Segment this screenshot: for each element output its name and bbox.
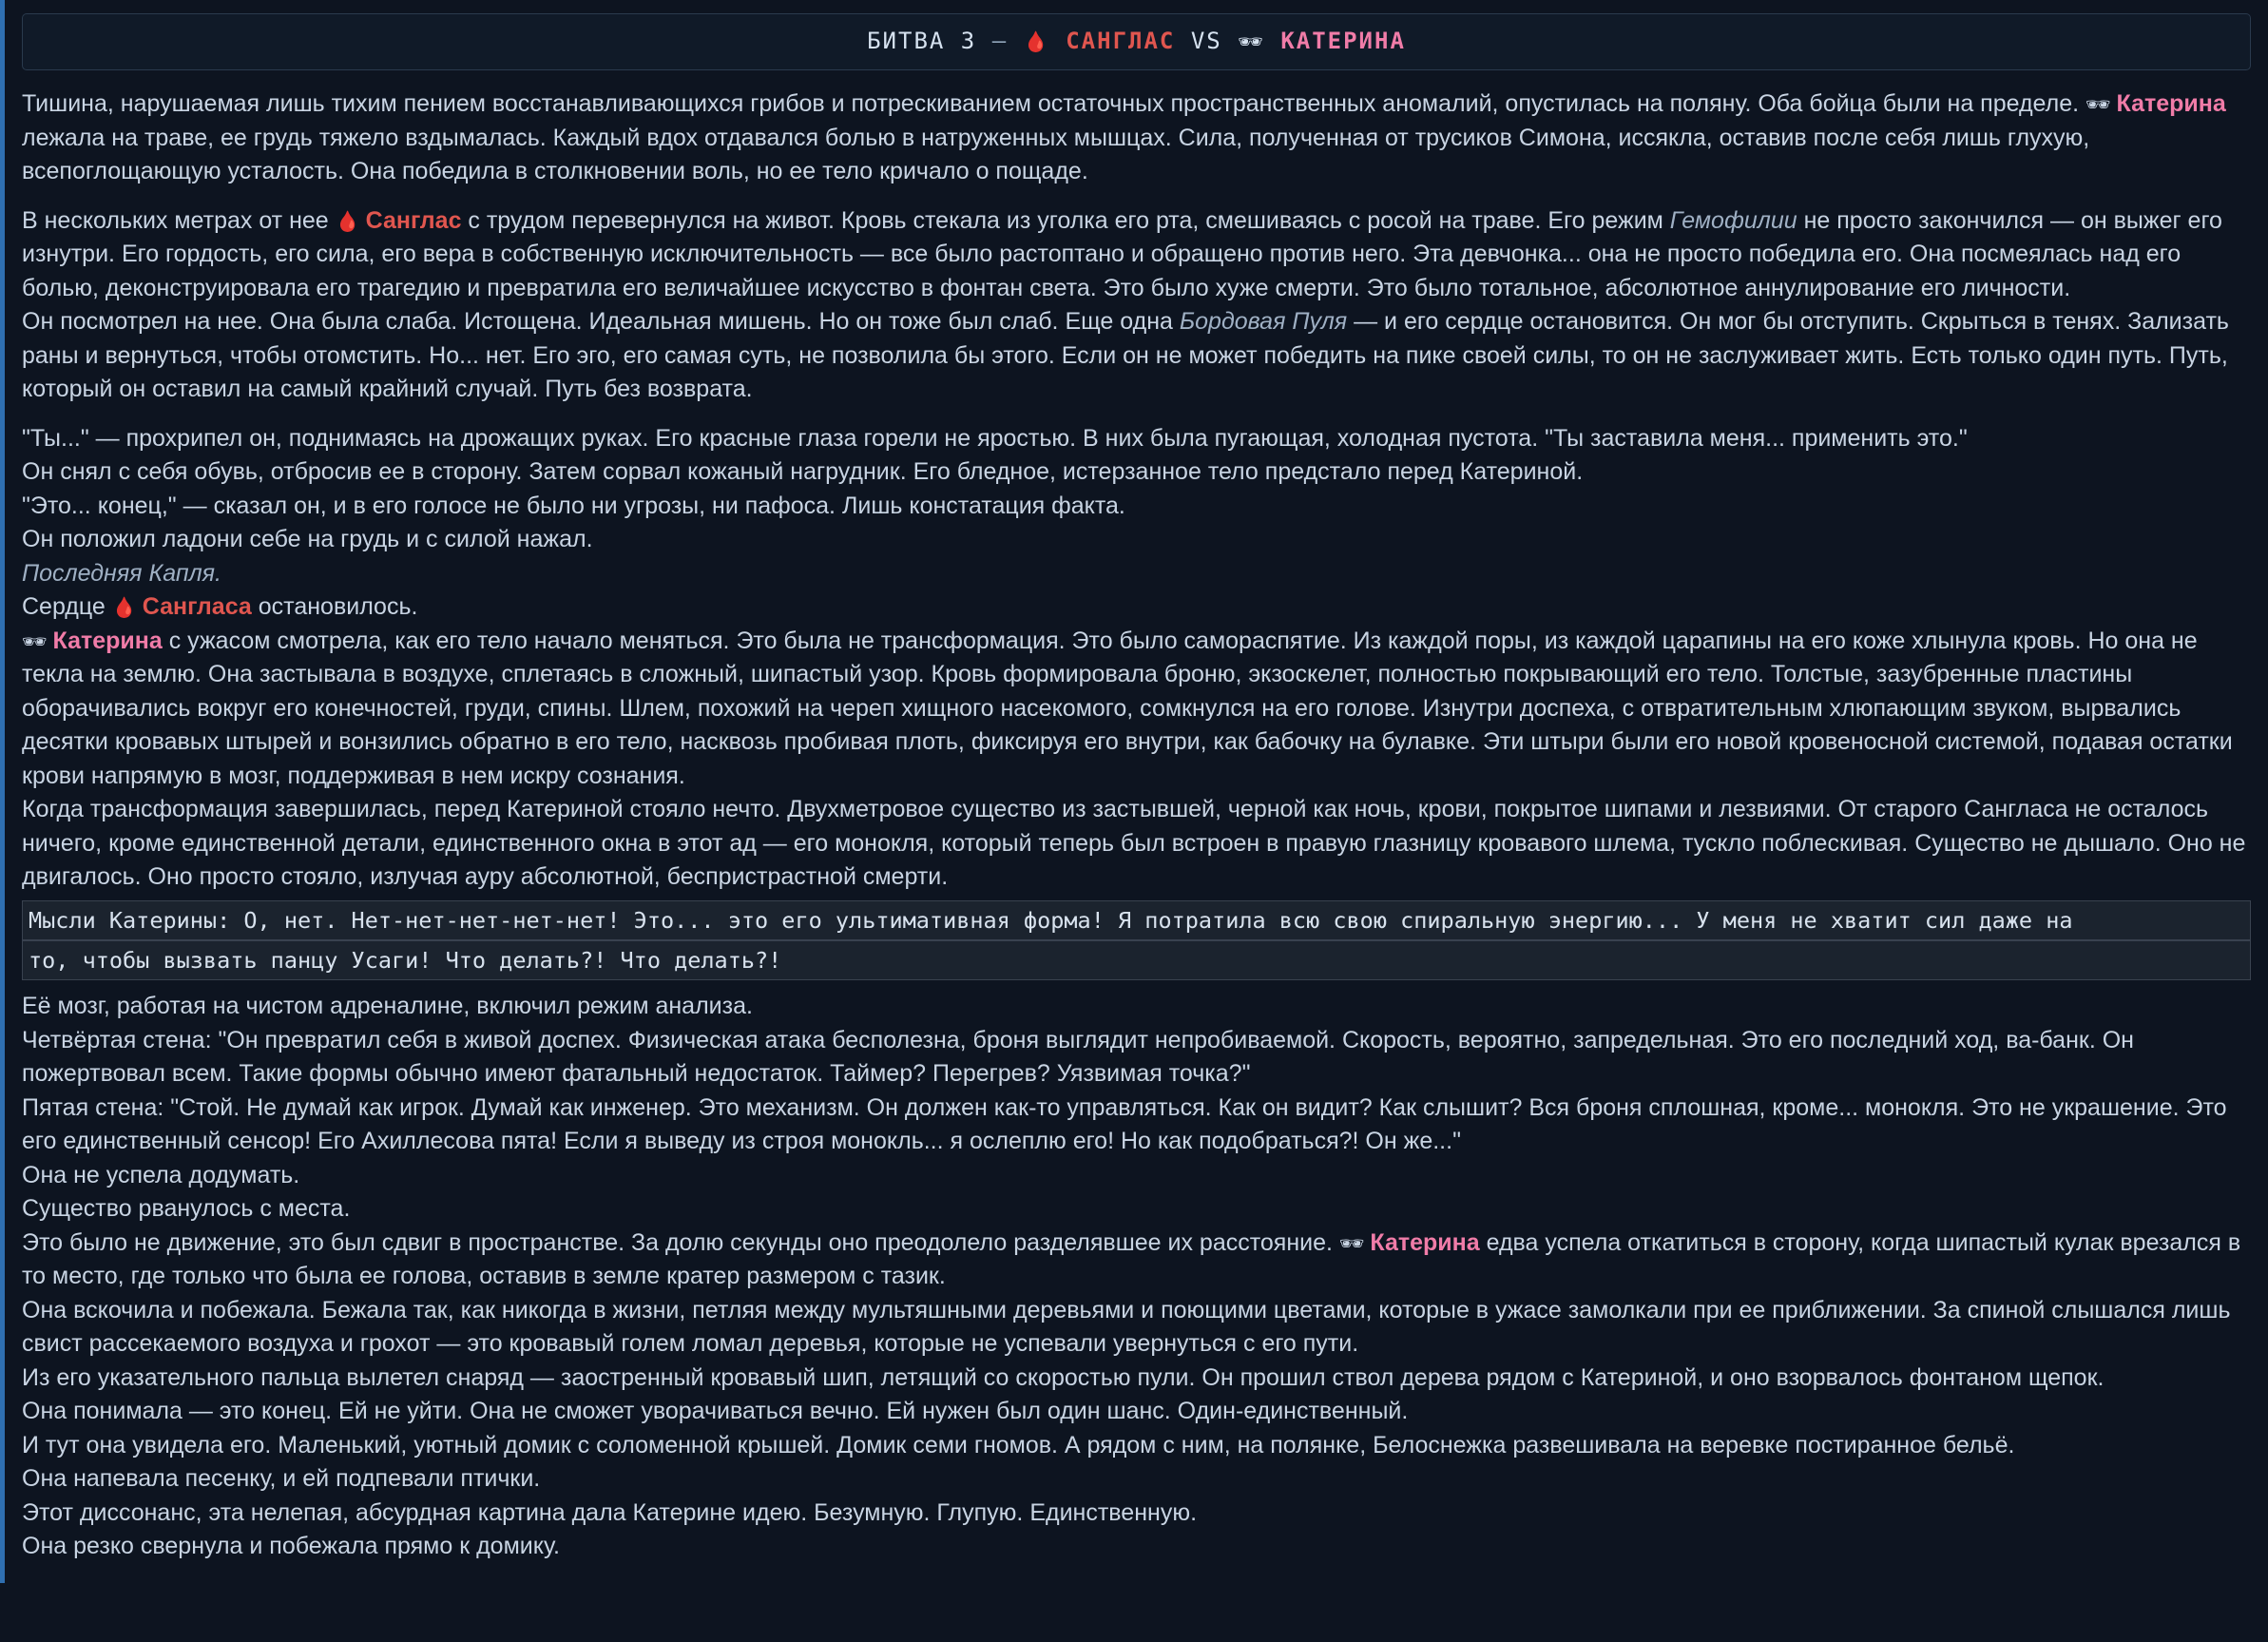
katerina-mention: Катерина <box>1370 1228 1480 1256</box>
paragraph-6: "Это... конец," — сказал он, и в его голосе не было ни угрозы, ни пафоса. Лишь констатация факта. <box>22 492 1125 519</box>
title-dash: — <box>991 28 1009 54</box>
sanglas-mention: Санглас <box>365 206 462 234</box>
katerina-thoughts-block <box>22 900 2251 981</box>
paragraph-9 <box>22 590 2251 625</box>
paragraph-2 <box>22 204 2251 306</box>
thought-line-2: то, чтобы вызвать панцу Усаги! Что делать?! Что делать?! <box>22 940 2251 980</box>
term-bordeaux-bullet: Бордовая Пуля <box>1179 308 1348 336</box>
blood-drop-icon: 🩸 <box>335 210 366 233</box>
paragraph-22: Она напевала песенку, и ей подпевали птички. <box>22 1465 541 1493</box>
battle-number: БИТВА 3 <box>867 28 977 54</box>
paragraph-24: Она резко свернула и побежала прямо к домику. <box>22 1533 560 1560</box>
paragraph-8-last-drop: Последняя Капля. <box>22 559 221 587</box>
text-run: едва успела откатиться в сторону, когда шипастый кулак врезался в то место, где только что была ее голова, оставив в земле кратер размером с тазик. <box>22 1228 2241 1290</box>
paragraph-1 <box>22 87 2251 189</box>
paragraph-16: Существо рванулось с места. <box>22 1195 351 1223</box>
sunglasses-icon: 🕶 <box>22 630 53 653</box>
paragraph-17 <box>22 1227 2251 1294</box>
thought-line-1: Мысли Катерины: О, нет. Нет-нет-нет-нет-нет! Это... это его ультимативная форма! Я потратила всю свою спиральную энергию... У меня не хватит сил даже на <box>22 900 2251 940</box>
text-run: остановилось. <box>251 593 418 621</box>
paragraph-10 <box>22 625 2251 794</box>
battle-title-bar <box>22 13 2251 70</box>
text-run: лежала на траве, ее грудь тяжело вздымалась. Каждый вдох отдавался болью в натруженных мышцах. Сила, полученная от трусиков Симона, иссякла, оставив после себя лишь глухую, всепоглощающую усталость. Она победила в столкновении воль, но ее тело кричало о пощаде. <box>22 124 2090 185</box>
blood-drop-icon: 🩸 <box>1023 30 1050 53</box>
paragraph-18: Она вскочила и побежала. Бежала так, как никогда в жизни, петляя между мультяшными деревьями и поющими цветами, которые в ужасе замолкали при ее приближении. За спиной слышался лишь свист рассекаемого воздуха и грохот — это кровавый голем ломал деревья, которые не успевали увернуться с его пути. <box>22 1296 2231 1358</box>
text-run: с ужасом смотрела, как его тело начало меняться. Это была не трансформация. Это было самораспятие. Из каждой поры, из каждой царапины на его коже хлынула кровь. Но она не текла на землю. Она застывала в воздухе, сплетаясь в сложный, шипастый узор. Кровь формировала броню, экзоскелет, полностью покрывающий его тело. Толстые, зазубренные пластины оборачивались вокруг его конечностей, груди, спины. Шлем, похожий на череп хищного насекомого, сомкнулся на его голове. Изнутри доспеха, с отвратительным хлюпающим звуком, вырвались десятки кровавых штырей и вонзились обратно в его тело, насквозь пробивая плоть, фиксируя его внутри, как бабочку на булавке. Эти штыри были его новой кровеносной системой, подавая остатки крови напрямую в мозг, поддерживая в нем искру сознания. <box>22 627 2233 789</box>
paragraph-7: Он положил ладони себе на грудь и с силой нажал. <box>22 526 593 553</box>
paragraph-5: Он снял с себя обувь, отбросив ее в сторону. Затем сорвал кожаный нагрудник. Его бледное, истерзанное тело предстало перед Катериной. <box>22 458 1584 486</box>
paragraph-23: Этот диссонанс, эта нелепая, абсурдная картина дала Катерине идею. Безумную. Глупую. Единственную. <box>22 1498 1198 1526</box>
text-run: Тишина, нарушаемая лишь тихим пением восстанавливающихся грибов и потрескиванием остаточных пространственных аномалий, опустилась на поляну. Оба бойца были на пределе. <box>22 90 2086 118</box>
katerina-mention: Катерина <box>52 627 163 654</box>
paragraph-13-fourth-wall: Четвёртая стена: "Он превратил себя в живой доспех. Физическая атака бесполезна, броня выглядит непробиваемой. Скорость, вероятно, запредельная. Это его последний ход, ва-банк. Он пожертвовал всем. Такие формы обычно имеют фатальный недостаток. Таймер? Перегрев? Уязвимая точка?" <box>22 1026 2134 1088</box>
text-run: Это было не движение, это был сдвиг в пространстве. За долю секунды оно преодолело разделявшее их расстояние. <box>22 1228 1339 1256</box>
paragraph-14-fifth-wall: Пятая стена: "Стой. Не думай как игрок. Думай как инженер. Это механизм. Он должен как-то управляться. Как он видит? Как слышит? Вся броня сплошная, кроме... монокля. Это не украшение. Это его единственный сенсор! Его Ахиллесова пята! Если я выведу из строя монокль... я ослеплю его! Но как подобраться?! Он же..." <box>22 1093 2227 1155</box>
fighter-a-name: САНГЛАС <box>1066 28 1176 54</box>
sunglasses-icon: 🕶 <box>2085 94 2117 117</box>
text-run: Он посмотрел на нее. Она была слаба. Истощена. Идеальная мишень. Но он тоже был слаб. Еще одна <box>22 308 1180 336</box>
text-run: В нескольких метрах от нее <box>22 206 336 234</box>
paragraph-11: Когда трансформация завершилась, перед Катериной стояло нечто. Двухметровое существо из застывшей, черной как ночь, крови, покрытое шипами и лезвиями. От старого Сангласа не осталось ничего, кроме единственной детали, единственного окна в этот ад — его монокля, который теперь был встроен в правую глазницу кровавого шлема, тускло поблескивая. Существо не дышало. Оно не двигалось. Оно просто стояло, излучая ауру абсолютной, беспристрастной смерти. <box>22 796 2246 891</box>
text-run: не просто закончился — он выжег его изнутри. Его гордость, его сила, его вера в собственную исключительность — все было растоптано и обращено против него. Эта девчонка... она не просто победила его. Она посмеялась над его болью, деконструировала его трагедию и превратила его величайшее искусство в фонтан света. Это было хуже смерти. Это было тотальное, абсолютное аннулирование его личности. <box>22 206 2222 301</box>
katerina-mention: Катерина <box>2116 90 2226 118</box>
paragraph-12: Её мозг, работая на чистом адреналине, включил режим анализа. <box>22 993 753 1020</box>
sunglasses-icon: 🕶 <box>1238 30 1265 53</box>
fighter-b-name: КАТЕРИНА <box>1280 28 1406 54</box>
text-run: Сердце <box>22 593 112 621</box>
paragraph-3 <box>22 305 2251 407</box>
sunglasses-icon: 🕶 <box>1338 1232 1371 1255</box>
term-hemophilia: Гемофилии <box>1669 206 1797 234</box>
text-run: — и его сердце остановится. Он мог бы отступить. Скрыться в тенях. Зализать раны и вернуться, чтобы отомстить. Но... нет. Его эго, его самая суть, не позволила бы этого. Если он не может победить на пике своей силы, то он не заслуживает жить. Есть только один путь. Путь, который он оставил на самый крайний случай. Путь без возврата. <box>22 308 2229 403</box>
paragraph-20: Она понимала — это конец. Ей не уйти. Она не сможет уворачиваться вечно. Ей нужен был один шанс. Один-единственный. <box>22 1398 1409 1425</box>
paragraph-19: Из его указательного пальца вылетел снаряд — заостренный кровавый шип, летящий со скоростью пули. Он прошил ствол дерева рядом с Катериной, и оно взорвалось фонтаном щепок. <box>22 1363 2105 1391</box>
blood-drop-icon: 🩸 <box>111 597 143 620</box>
paragraph-21: И тут она увидела его. Маленький, уютный домик с соломенной крышей. Домик семи гномов. А рядом с ним, на полянке, Белоснежка развешивала на веревке постиранное бельё. <box>22 1431 2015 1458</box>
paragraph-15: Она не успела додумать. <box>22 1161 300 1188</box>
vs-label: VS <box>1190 28 1222 54</box>
paragraph-4: "Ты..." — прохрипел он, поднимаясь на дрожащих руках. Его красные глаза горели не яростью. В них была пугающая, холодная пустота. "Ты заставила меня... применить это." <box>22 424 1968 452</box>
text-run: с трудом перевернулся на живот. Кровь стекала из уголка его рта, смешиваясь с росой на траве. Его режим <box>461 206 1670 234</box>
sanglas-mention: Сангласа <box>142 593 252 621</box>
